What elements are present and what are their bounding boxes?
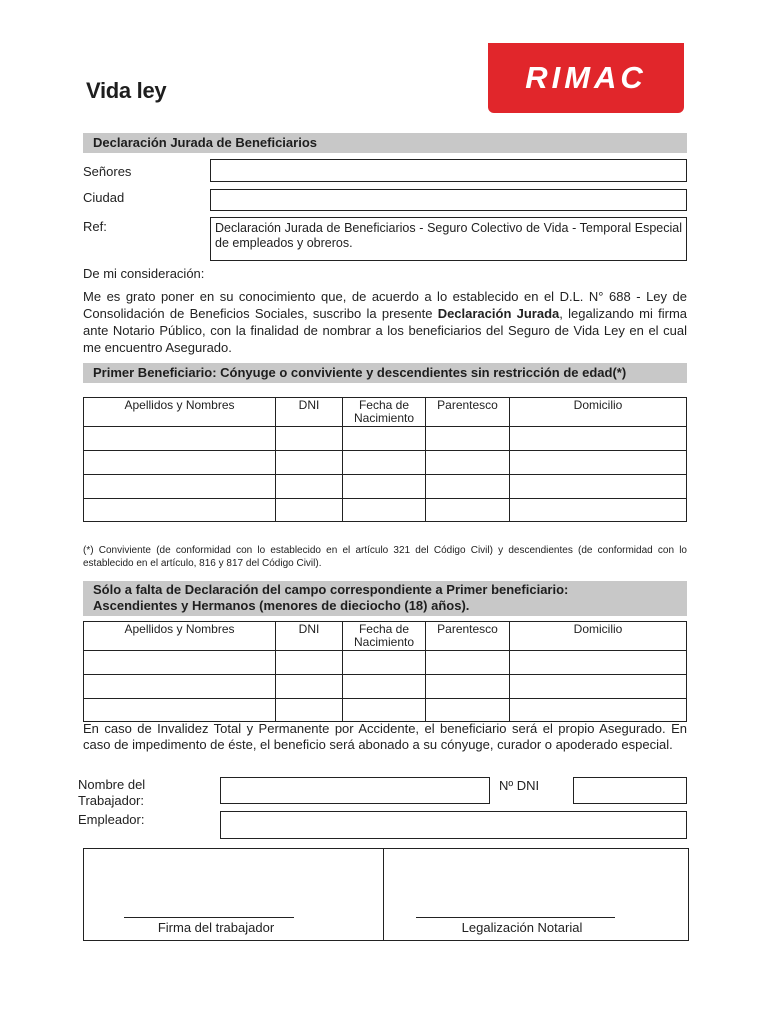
- section-heading-first-beneficiary: Primer Beneficiario: Cónyuge o conviviente y descendientes sin restricción de edad(*): [83, 363, 687, 383]
- notary-signature-line: [416, 917, 615, 918]
- table-cell[interactable]: [276, 475, 343, 499]
- table-cell[interactable]: [84, 699, 276, 722]
- dni-label: Nº DNI: [499, 778, 540, 793]
- table-cell[interactable]: [276, 651, 343, 675]
- letter-body-bold: Declaración Jurada: [437, 306, 560, 321]
- table-cell[interactable]: [343, 651, 426, 675]
- footnote: (*) Conviviente (de conformidad con lo establecido en el artículo 321 del Código Civil) y descendientes (de conformidad con lo establecido en el artículo, 816 y 817 del Código Civil).: [83, 545, 687, 569]
- table-cell[interactable]: [84, 675, 276, 699]
- letter-body: [83, 288, 687, 356]
- table-cell[interactable]: [343, 475, 426, 499]
- col-dni: DNI: [276, 622, 343, 651]
- table-row: [84, 675, 687, 699]
- worker-name-label-line2: Trabajador:: [78, 793, 144, 808]
- ciudad-label: Ciudad: [83, 190, 125, 205]
- invalidity-text: En caso de Invalidez Total y Permanente por Accidente, el beneficiario será el propio Asegurado. En caso de impedimento de éste, el beneficio será abonado a su cónyuge, curador o apoderado especial.: [83, 721, 687, 752]
- table-cell[interactable]: [84, 499, 276, 522]
- letter-body-part1: Me es grato poner en su conocimiento que, de acuerdo a lo establecido en el D.L. N° 688 - Ley de Consolidación de Beneficios Sociales, suscribo la presente: [83, 289, 687, 321]
- table-cell[interactable]: [276, 499, 343, 522]
- table-cell[interactable]: [510, 451, 687, 475]
- table-cell[interactable]: [276, 451, 343, 475]
- worker-name-label: [78, 777, 145, 809]
- worker-signature-line: [124, 917, 294, 918]
- col-parentesco: Parentesco: [426, 622, 510, 651]
- table-cell[interactable]: [276, 675, 343, 699]
- table-cell[interactable]: [426, 475, 510, 499]
- section-heading-ascendants: [83, 581, 687, 616]
- col-apellidos: Apellidos y Nombres: [84, 398, 276, 427]
- section-heading-ascendants-line1: Sólo a falta de Declaración del campo correspondiente a Primer beneficiario:: [93, 582, 569, 597]
- table-cell[interactable]: [426, 451, 510, 475]
- table-cell[interactable]: [426, 699, 510, 722]
- col-domicilio: Domicilio: [510, 398, 687, 427]
- table-cell[interactable]: [84, 475, 276, 499]
- table-cell[interactable]: [510, 699, 687, 722]
- table-cell[interactable]: [343, 499, 426, 522]
- table-header-row: [84, 398, 687, 427]
- col-apellidos: Apellidos y Nombres: [84, 622, 276, 651]
- table-cell[interactable]: [276, 427, 343, 451]
- table-cell[interactable]: [510, 651, 687, 675]
- col-fecha-nacimiento: Fecha de Nacimiento: [343, 622, 426, 651]
- worker-signature-label: Firma del trabajador: [157, 920, 275, 935]
- table-row: [84, 499, 687, 522]
- table-cell[interactable]: [426, 499, 510, 522]
- form-title: Vida ley: [86, 78, 167, 103]
- logo-text: RIMAC: [525, 60, 647, 95]
- letter-body-part2: , legalizando mi firma ante Notario Público, con la finalidad de nombrar a los beneficiarios del Seguro de Vida Ley en el cual me encuentro Asegurado.: [83, 306, 688, 355]
- notary-signature-label: Legalización Notarial: [461, 920, 583, 935]
- signature-divider: [383, 848, 384, 941]
- table-cell[interactable]: [426, 675, 510, 699]
- table-row: [84, 475, 687, 499]
- dni-input[interactable]: [573, 777, 687, 804]
- ciudad-input[interactable]: [210, 189, 687, 211]
- table-cell[interactable]: [510, 499, 687, 522]
- col-dni: DNI: [276, 398, 343, 427]
- first-beneficiary-table: [83, 397, 687, 522]
- table-cell[interactable]: [343, 451, 426, 475]
- table-row: [84, 699, 687, 722]
- col-parentesco: Parentesco: [426, 398, 510, 427]
- table-row: [84, 427, 687, 451]
- table-cell[interactable]: [426, 651, 510, 675]
- table-cell[interactable]: [426, 427, 510, 451]
- table-row: [84, 651, 687, 675]
- table-cell[interactable]: [343, 699, 426, 722]
- worker-name-label-line1: Nombre del: [78, 777, 146, 792]
- employer-label: Empleador:: [78, 812, 145, 827]
- col-fecha-nacimiento: Fecha de Nacimiento: [343, 398, 426, 427]
- table-cell[interactable]: [510, 475, 687, 499]
- section-heading-ascendants-line2: Ascendientes y Hermanos (menores de dieciocho (18) años).: [93, 598, 470, 613]
- table-cell[interactable]: [510, 675, 687, 699]
- table-cell[interactable]: [84, 651, 276, 675]
- worker-name-input[interactable]: [220, 777, 490, 804]
- ascendants-table: [83, 621, 687, 722]
- senores-input[interactable]: [210, 159, 687, 182]
- col-domicilio: Domicilio: [510, 622, 687, 651]
- senores-label: Señores: [83, 164, 132, 179]
- table-cell[interactable]: [84, 427, 276, 451]
- table-cell[interactable]: [84, 451, 276, 475]
- ref-field: Declaración Jurada de Beneficiarios - Seguro Colectivo de Vida - Temporal Especial de empleados y obreros.: [210, 217, 687, 261]
- table-cell[interactable]: [343, 427, 426, 451]
- table-cell[interactable]: [510, 427, 687, 451]
- table-cell[interactable]: [276, 699, 343, 722]
- ref-label: Ref:: [83, 219, 107, 234]
- table-row: [84, 451, 687, 475]
- greeting: De mi consideración:: [83, 266, 205, 281]
- section-heading-declaration: Declaración Jurada de Beneficiarios: [83, 133, 687, 153]
- table-cell[interactable]: [343, 675, 426, 699]
- table-header-row: [84, 622, 687, 651]
- employer-input[interactable]: [220, 811, 687, 839]
- rimac-logo: [488, 43, 684, 113]
